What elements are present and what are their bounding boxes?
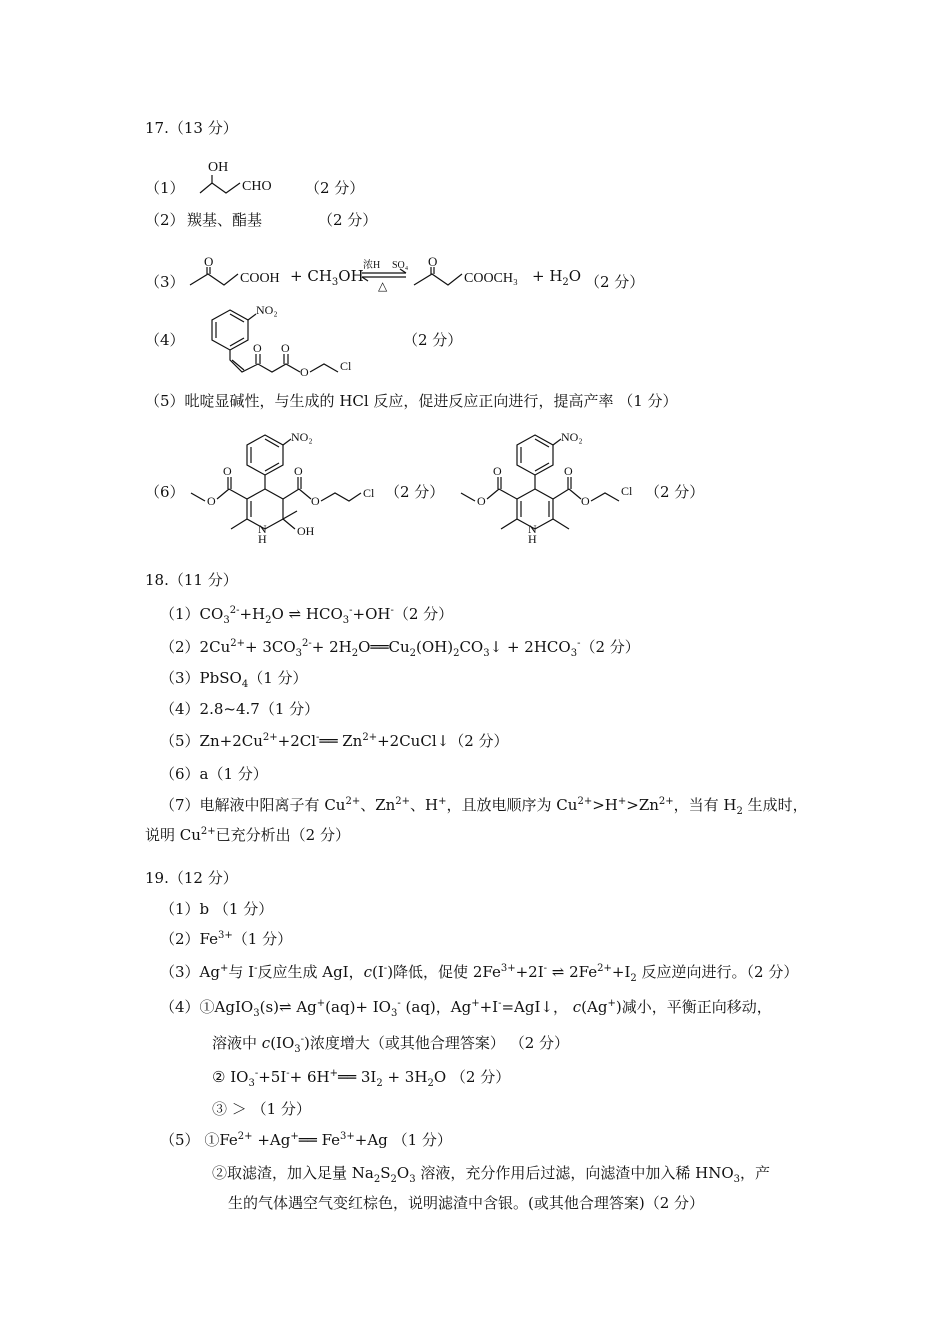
q17-p6-score-1: （2 分） xyxy=(385,483,445,501)
q19-p2: $(2)Fe^{3+}(1$ 分） xyxy=(160,930,293,948)
q18-p5: $(5)Zn+2Cu^{2+}+2Cl^-══$ $Zn^{2+}+2CuCl↓(2$ 分） xyxy=(160,732,509,750)
svg-text:Cl: Cl xyxy=(621,484,633,498)
svg-text:O: O xyxy=(253,341,262,355)
svg-text:O: O xyxy=(204,254,214,269)
q18-p7-line2: 说明 $Cu^{2+}$已充分析出（2 分） xyxy=(145,826,350,844)
svg-text:H: H xyxy=(528,532,537,546)
svg-text:浓H: 浓H xyxy=(363,260,381,271)
svg-text:NO₂: NO₂ xyxy=(256,303,278,317)
q17-p3-ch3oh: + $CH_3OH$ xyxy=(290,267,364,288)
q17-p2-text: 羰基、酯基 xyxy=(187,211,263,229)
svg-text:H: H xyxy=(258,532,267,546)
svg-text:CHO: CHO xyxy=(242,179,272,194)
svg-text:O: O xyxy=(281,341,290,355)
svg-text:COOH: COOH xyxy=(240,271,280,286)
q19-p5-line3: 生的气体遇空气变红棕色，说明滤渣中含银。(或其他合理答案)（2 分） xyxy=(228,1194,705,1212)
q19-p4-sub3: ③ ＞ （1 分） xyxy=(212,1100,311,1118)
svg-text:O: O xyxy=(223,464,232,478)
q17-p2-label: （2） xyxy=(145,211,185,229)
q19-p4-sub2: ② $IO_3^-+5I^-+$ 6H+══ $3I_2 + 3H_2O$ （2 分） xyxy=(212,1068,511,1089)
q17-p6-structure-2 xyxy=(455,425,655,555)
q17-p5-text: （5）吡啶显碱性，与生成的 HCl 反应，促进反应正向进行，提高产率 （1 分） xyxy=(145,392,678,410)
svg-text:O: O xyxy=(581,494,590,508)
q19-p1: （1）b （1 分） xyxy=(160,900,274,918)
svg-text:OH: OH xyxy=(208,160,229,175)
q17-p2-score: （2 分） xyxy=(318,211,378,229)
svg-text:O: O xyxy=(311,494,320,508)
q18-p6: （6）a（1 分） xyxy=(160,765,268,783)
svg-text:Cl: Cl xyxy=(363,486,375,500)
q19-p4-line1: （4）①AgIO$_3$(s)⇌ $Ag^+(aq)+ IO_3^-$ (aq)，Ag++I-=AgI↓， c(Ag+)减小，平衡正向移动， xyxy=(160,998,772,1019)
svg-text:N: N xyxy=(258,522,267,536)
svg-text:SO₄: SO₄ xyxy=(392,260,409,271)
q17-p6-label: （6） xyxy=(145,483,185,501)
svg-text:NO₂: NO₂ xyxy=(561,430,583,444)
svg-text:O: O xyxy=(493,464,502,478)
q17-p1-score: （2 分） xyxy=(305,179,365,197)
q17-p3-water: + $H_2O$ xyxy=(532,267,582,288)
q18-p7-line1: （7）电解液中阳离子有 $Cu^{2+}$、$Zn^{2+}$、H+，且放电顺序为 $Cu^{2+}>H^+>Zn^{2+}$，当有 $H_2$ 生成时， xyxy=(160,796,808,817)
q19-p5-line2: ②取滤渣，加入足量 $Na_2S_2O_3$ 溶液，充分作用后过滤，向滤渣中加入稀 $HNO_3$，产 xyxy=(212,1164,771,1185)
q18-p3: （3）PbSO$_4$（1 分） xyxy=(160,669,308,690)
q17-p1-structure xyxy=(190,155,300,200)
q18-p1: $(1)CO_3^{2-}+H_2O$ ⇌ $HCO_3^-+OH^-(2$ 分） xyxy=(160,605,454,626)
q17-p4-structure xyxy=(200,300,370,390)
svg-text:NO₂: NO₂ xyxy=(291,430,313,444)
svg-text:O: O xyxy=(294,464,303,478)
q19-p4-line2: 溶液中 $c(IO_3^-)$浓度增大（或其他合理答案） （2 分） xyxy=(212,1034,570,1055)
svg-text:O: O xyxy=(428,254,438,269)
q17-p3-label: （3） xyxy=(145,273,185,291)
q18-header: 18.（11 分） xyxy=(145,571,238,589)
q19-p5-line1: （5） $①Fe^{2+}$ +Ag+══ $Fe^{3+}+Ag$ （1 分） xyxy=(160,1131,452,1149)
q17-p3-score: （2 分） xyxy=(585,273,645,291)
q18-p2: $(2)2Cu^{2+}+ 3CO_3^{2-}+$ $2H_2O══Cu_2(OH)_2CO_3↓ + 2HCO_3^-(2$ 分） xyxy=(160,638,640,659)
svg-text:O: O xyxy=(564,464,573,478)
svg-text:O: O xyxy=(300,365,309,379)
q19-p3: （3）Ag+与 I-反应生成 AgI，c(I-)降低，促使 $2Fe^{3+}+2I^-$ ⇌ $2Fe^{2+}+I_2$ 反应逆向进行。（2 分） xyxy=(160,963,799,984)
q17-p4-score: （2 分） xyxy=(403,331,463,349)
q17-p1-label: （1） xyxy=(145,179,185,197)
q17-p3-reaction-arrow xyxy=(360,256,410,292)
q18-p4: （4）2.8~4.7（1 分） xyxy=(160,700,320,718)
svg-text:COOCH₃: COOCH₃ xyxy=(464,271,518,286)
q17-p3-product-structure xyxy=(412,252,532,292)
svg-text:△: △ xyxy=(378,279,388,293)
q17-header: 17.（13 分） xyxy=(145,119,238,137)
svg-text:O: O xyxy=(477,494,486,508)
svg-text:Cl: Cl xyxy=(340,359,352,373)
svg-text:OH: OH xyxy=(297,524,315,538)
q17-p3-reactant-structure xyxy=(188,252,288,292)
q17-p4-label: （4） xyxy=(145,331,185,349)
q19-header: 19.（12 分） xyxy=(145,869,238,887)
svg-text:N: N xyxy=(528,522,537,536)
svg-text:O: O xyxy=(207,494,216,508)
q17-p6-structure-1 xyxy=(185,425,395,555)
q17-p6-score-2: （2 分） xyxy=(645,483,705,501)
